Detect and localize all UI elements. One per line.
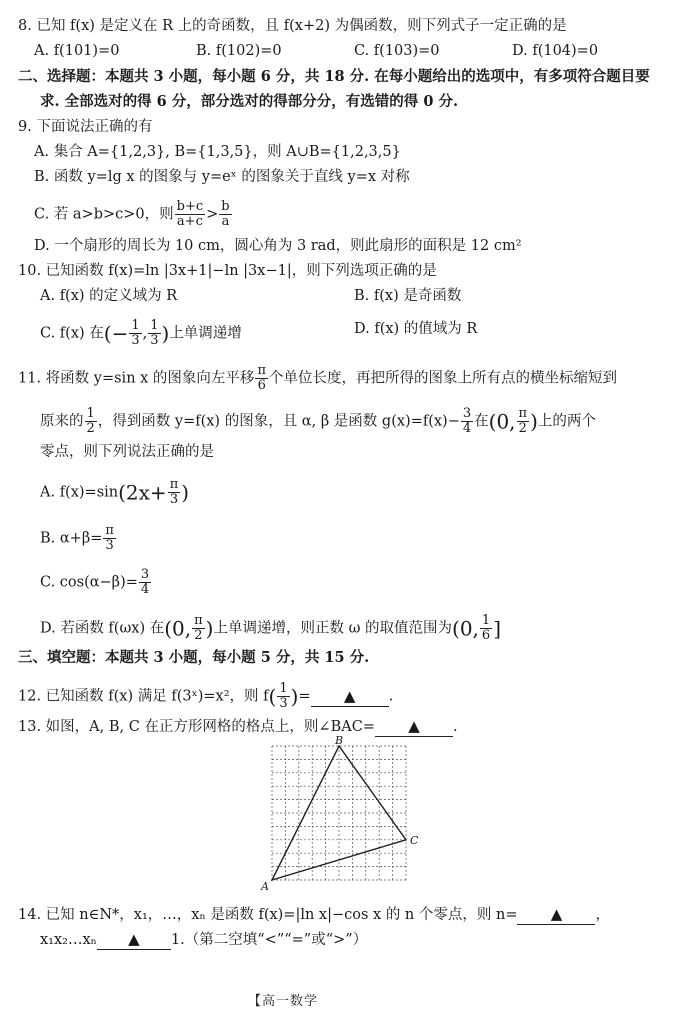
q12-close-paren: ): [290, 684, 299, 709]
q14-line2: [40, 929, 367, 950]
q9-option-b: B. 函数 y=lg x 的图象与 y=eˣ 的图象关于直线 y=x 对称: [34, 169, 410, 185]
q9-c-frac1-den: a+c: [176, 214, 203, 229]
q11-d-interval-open: (0,: [164, 616, 192, 641]
q11-b-frac-den: 3: [105, 538, 114, 553]
q9-option-d: D. 一个扇形的周长为 10 cm，圆心角为 3 rad，则此扇形的面积是 12 cm²: [34, 238, 522, 254]
q11-a-close: ): [181, 480, 190, 505]
q12-equals: =: [298, 688, 311, 705]
q13: [18, 716, 458, 737]
q12-answer-blank[interactable]: ▲: [311, 686, 389, 707]
q11-l2-fraction-2: [461, 407, 473, 436]
q11-l1-prefix: 11. 将函数 y=sin x 的图象向左平移: [18, 370, 255, 387]
q10-c-prefix: C. f(x) 在: [40, 325, 104, 342]
q10-option-d: D. f(x) 的值域为 R: [354, 321, 478, 337]
q8-stem: 8. 已知 f(x) 是定义在 R 上的奇函数，且 f(x+2) 为偶函数，则下列式子一定正确的是: [18, 18, 567, 34]
q14-l2-prefix: x₁x₂…xₙ: [40, 932, 97, 948]
q12-frac-den: 3: [279, 696, 288, 711]
q11-option-b: [40, 524, 117, 553]
q11-c-frac-den: 4: [140, 582, 150, 597]
q10-stem: 10. 已知函数 f(x)=ln |3x+1|−ln |3x−1|，则下列选项正确的是: [18, 263, 437, 279]
q11-line2: [40, 407, 596, 436]
q11-l2-frac3-num: π: [518, 406, 528, 421]
q11-a-frac-den: 3: [169, 492, 179, 507]
q11-option-c: [40, 568, 152, 597]
q10-option-a: A. f(x) 的定义域为 R: [40, 288, 178, 304]
q9-c-frac2-num: b: [221, 199, 230, 214]
q12-frac-num: 1: [279, 681, 288, 696]
q11-l2-mid: ，得到函数 y=f(x) 的图象，且 α, β 是函数 g(x)=f(x)−: [97, 413, 460, 430]
q11-d-fraction-1: [192, 614, 205, 643]
q10-c-frac1-den: 3: [131, 333, 140, 348]
q11-l1-frac-num: π: [257, 363, 266, 378]
q11-d-prefix: D. 若函数 f(ωx) 在: [40, 620, 165, 637]
q11-b-fraction: [103, 524, 116, 553]
section2-heading-line1: 二、选择题：本题共 3 小题，每小题 6 分，共 18 分. 在每小题给出的选项中，有多项符合题目要: [18, 68, 650, 85]
q11-l2-frac2-den: 4: [462, 421, 472, 436]
q12-open-paren: (: [268, 684, 277, 709]
q10-c-suffix: 上单调递增: [169, 325, 242, 342]
q10-c-frac2-num: 1: [150, 318, 159, 333]
q11-c-frac-num: 3: [140, 567, 150, 582]
q14-l2-suffix: 1.（第二空填“<”“=”或“>”）: [170, 932, 368, 948]
q9-c-fraction-2: [219, 200, 231, 229]
q11-d-range-den: 6: [481, 628, 491, 643]
q11-c-fraction: [139, 568, 151, 597]
q11-l2-frac3-den: 2: [518, 421, 527, 436]
q8-option-d: D. f(104)=0: [512, 43, 599, 59]
q9-option-c: [34, 200, 233, 229]
label-b: B: [335, 736, 344, 747]
q11-d-mid: 上单调递增，则正数 ω 的取值范围为: [213, 620, 453, 637]
q11-d-range-close: ]: [493, 616, 502, 641]
q10-c-close-paren: ): [161, 321, 170, 346]
q11-c-prefix: C. cos(α−β)=: [40, 574, 138, 591]
q11-l2-suffix: 上的两个: [537, 413, 596, 430]
q11-l2-fraction-1: [85, 407, 97, 436]
q14-comma: ，: [595, 907, 610, 923]
q11-l2-frac1-den: 2: [86, 421, 95, 436]
q11-a-fraction: [168, 478, 181, 507]
q10-c-fraction-1: [129, 319, 141, 348]
label-a: A: [261, 880, 269, 893]
q11-a-prefix: A. f(x)=sin: [40, 484, 119, 501]
q12-end: .: [388, 688, 394, 705]
q8-option-b: B. f(102)=0: [196, 43, 282, 59]
q11-d-interval-close: ): [205, 616, 214, 641]
q9-c-prefix: C. 若 a>b>c>0，则: [34, 206, 174, 223]
q13-answer-blank[interactable]: ▲: [375, 716, 453, 737]
q11-l1-frac-den: 6: [257, 378, 266, 393]
q11-l2-interval-open: (0,: [488, 409, 516, 434]
q12: [18, 682, 393, 711]
q14-answer-blank-2[interactable]: ▲: [97, 929, 171, 950]
q11-l2-fraction-3: [517, 407, 530, 436]
q14-answer-blank-1[interactable]: ▲: [517, 904, 595, 925]
q10-c-comma: ,: [142, 325, 148, 342]
section3-heading: 三、填空题：本题共 3 小题，每小题 5 分，共 15 分.: [18, 649, 370, 666]
q9-c-frac2-den: a: [221, 214, 230, 229]
q13-text: 13. 如图，A, B, C 在正方形网格的格点上，则∠BAC=: [18, 719, 375, 735]
q11-a-inner: (2x+: [118, 480, 167, 505]
q12-fraction: [277, 682, 289, 711]
q11-l2-frac2-num: 3: [462, 406, 472, 421]
page-footer: 【高一数学: [248, 994, 319, 1009]
q8-option-a: A. f(101)=0: [34, 43, 120, 59]
q11-option-d: [40, 614, 501, 643]
q11-b-prefix: B. α+β=: [40, 530, 103, 547]
q10-c-frac1-num: 1: [131, 318, 140, 333]
q14-l1-text: 14. 已知 n∈N*，x₁，…，xₙ 是函数 f(x)=|ln x|−cos x 的 n 个零点，则 n=: [18, 907, 518, 923]
q14-line1: [18, 904, 610, 925]
q11-d-frac1-den: 2: [194, 628, 203, 643]
q11-d-fraction-2: [480, 614, 492, 643]
q11-b-frac-num: π: [105, 523, 114, 538]
q11-l1-suffix: 个单位长度，再把所得的图象上所有点的横坐标缩短到: [268, 370, 617, 387]
q11-option-a: [40, 478, 189, 507]
q10-option-b: B. f(x) 是奇函数: [354, 288, 462, 304]
q9-stem: 9. 下面说法正确的有: [18, 119, 153, 135]
q11-a-frac-num: π: [169, 477, 179, 492]
q12-prefix: 12. 已知函数 f(x) 满足 f(3ˣ)=x²，则 f: [18, 688, 269, 705]
q11-line1: [18, 364, 617, 393]
q10-option-c: [40, 319, 242, 348]
q11-d-frac1-num: π: [194, 613, 203, 628]
q10-c-fraction-2: [148, 319, 160, 348]
q11-d-range-num: 1: [481, 613, 491, 628]
q9-c-frac1-num: b+c: [176, 199, 204, 214]
label-c: C: [410, 833, 419, 847]
q11-d-range-open: (0,: [452, 616, 479, 641]
q10-c-open-paren: (−: [103, 321, 129, 346]
q11-l2-interval-close: ): [530, 409, 538, 434]
grid-triangle-figure: [258, 736, 428, 896]
q10-c-frac2-den: 3: [150, 333, 159, 348]
q11-l2-prefix: 原来的: [40, 413, 84, 430]
q9-option-a: A. 集合 A={1,2,3}, B={1,3,5}，则 A∪B={1,2,3,5}: [34, 144, 401, 160]
q11-line3: 零点，则下列说法正确的是: [40, 444, 214, 460]
q9-c-gt: >: [206, 206, 219, 223]
q9-c-fraction-1: [175, 200, 206, 229]
q11-l2-mid2: 在: [474, 413, 489, 430]
q11-l1-fraction: [255, 364, 268, 393]
q11-l2-frac1-num: 1: [86, 406, 95, 421]
q8-option-c: C. f(103)=0: [354, 43, 440, 59]
q13-end: .: [452, 719, 458, 735]
section2-heading-line2: 求. 全部选对的得 6 分，部分选对的得部分分，有选错的得 0 分.: [40, 93, 459, 110]
